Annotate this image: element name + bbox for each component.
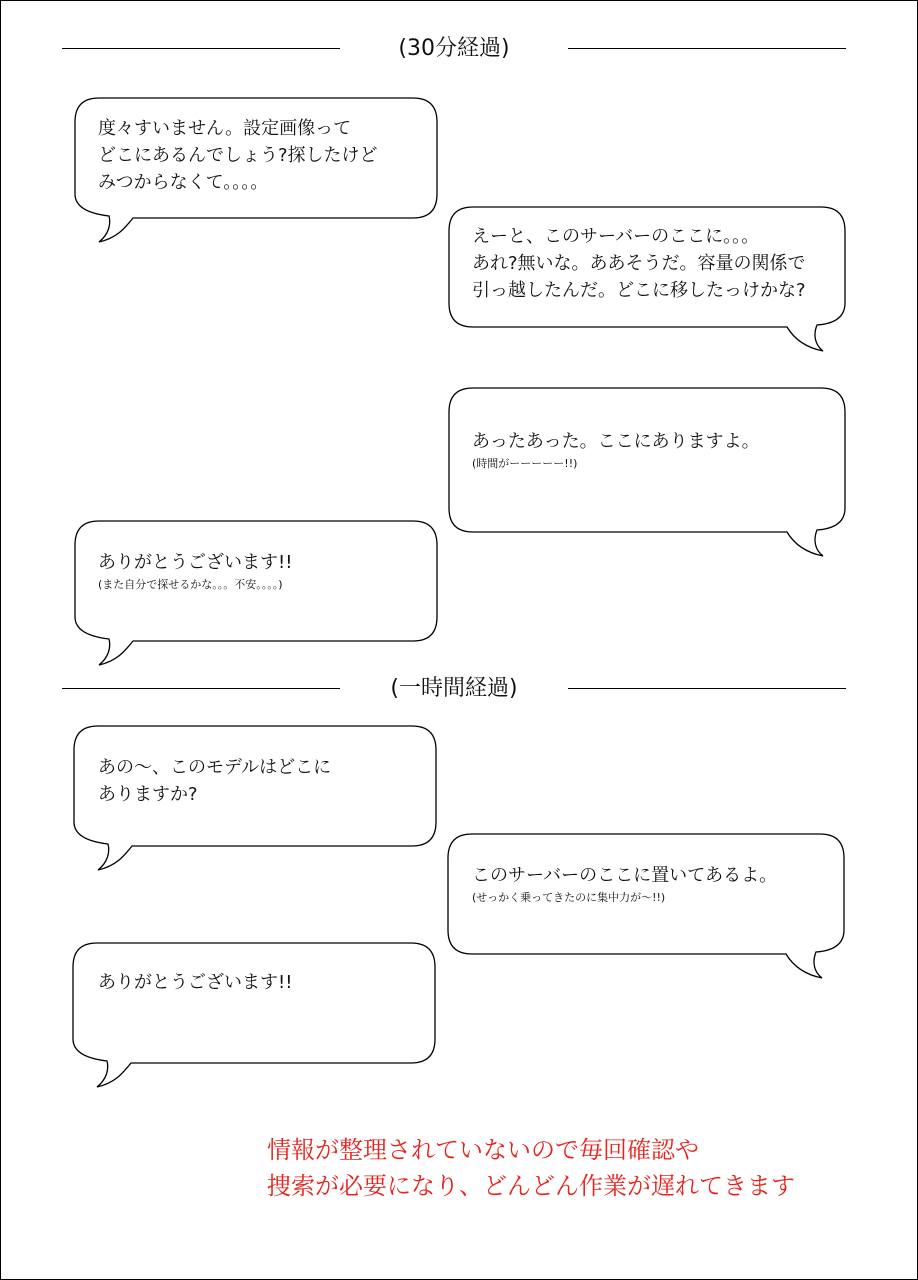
section-label-30min: (30分経過) (398, 36, 510, 61)
speech-bubble-user-thanks-1 (75, 521, 437, 665)
bubble-note-user-thanks-1: (また自分で探せるかな。。。不安。。。。) (98, 578, 283, 591)
bubble-text-user-ask-model: あの〜、このモデルはどこに ありますか? (98, 757, 332, 805)
bubble-text-senior-found: あったあった。ここにありますよ。 (472, 431, 760, 452)
speech-bubble-user-thanks-2 (73, 943, 435, 1087)
section-label-1hour: (一時間経過) (390, 676, 518, 701)
divider-line-right (568, 48, 846, 49)
bubble-text-user-thanks-2: ありがとうございます!! (98, 972, 293, 993)
bubble-text-user-ask-settings-image: 度々すいません。設定画像って どこにあるんでしょう?探したけど みつからなくて。。。。 (98, 118, 378, 193)
bubble-text-user-thanks-1: ありがとうございます!! (98, 552, 293, 573)
divider-line-left (62, 688, 340, 689)
bubble-note-senior-location: (せっかく乗ってきたのに集中力が〜!!) (472, 891, 666, 904)
speech-bubble-senior-found (449, 388, 845, 556)
divider-line-right (568, 688, 846, 689)
divider-line-left (62, 48, 340, 49)
bubble-note-senior-found: (時間がーーーーー!!) (472, 457, 578, 470)
bubble-text-senior-location: このサーバーのここに置いてあるよ。 (472, 865, 778, 886)
bubble-text-senior-searching: えーと、このサーバーのここに。。。 あれ?無いな。ああそうだ。容量の関係で 引っ越したんだ。どこに移したっけかな? (472, 226, 806, 301)
speech-bubble-senior-location (448, 834, 844, 978)
conclusion-text: 情報が整理されていないので毎回確認や 捜索が必要になり、どんどん作業が遅れてきます (267, 1136, 795, 1200)
